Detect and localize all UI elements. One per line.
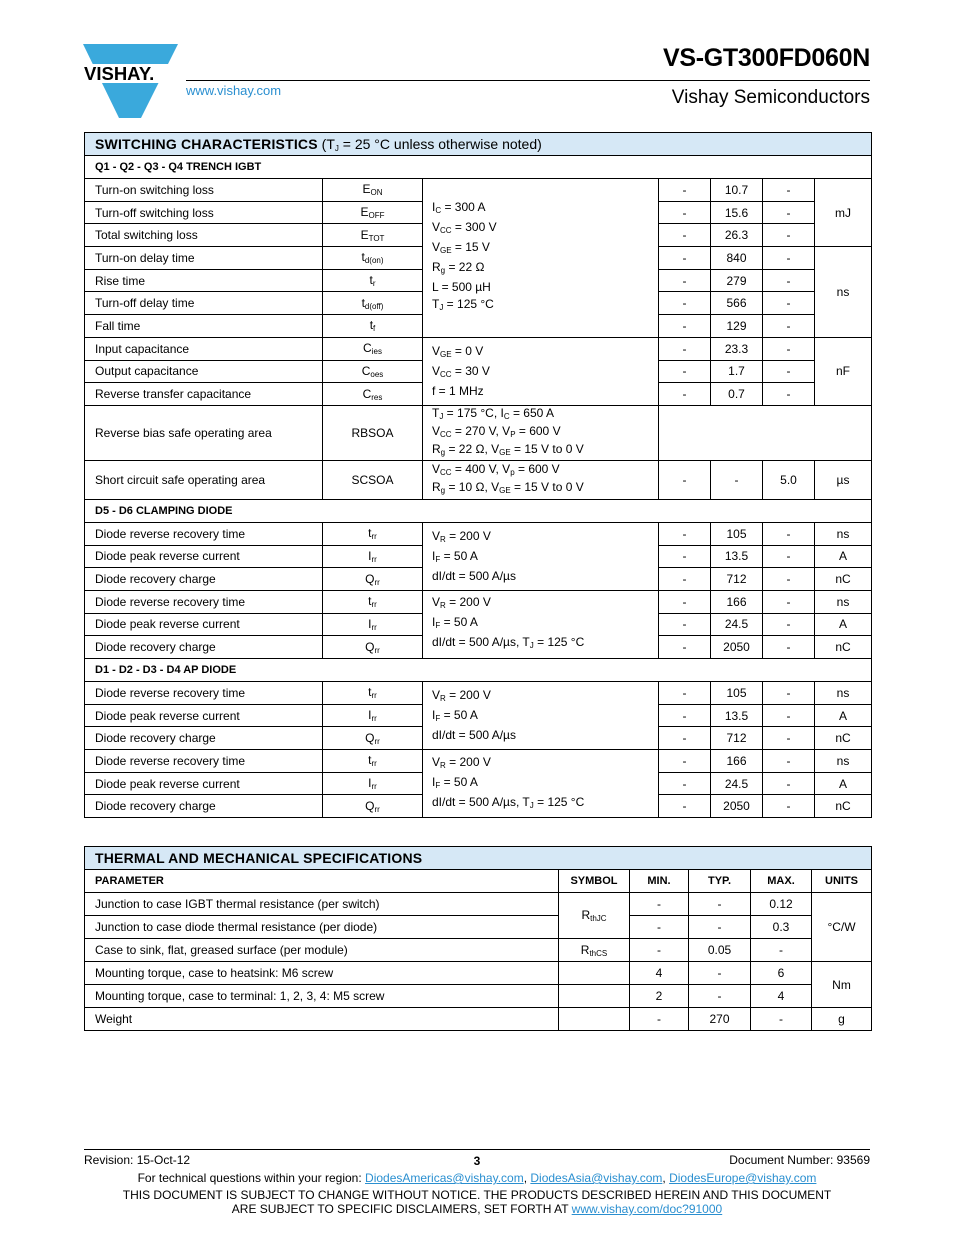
min-value: - bbox=[659, 383, 711, 406]
unit: A bbox=[815, 545, 872, 568]
max-value: - bbox=[763, 315, 815, 338]
typ-value: 270 bbox=[689, 1008, 751, 1031]
max-value: - bbox=[751, 939, 812, 962]
min-value: - bbox=[659, 568, 711, 591]
max-value: - bbox=[763, 750, 815, 773]
param-name: Short circuit safe operating area bbox=[85, 460, 323, 499]
param-name: Diode reverse recovery time bbox=[85, 682, 323, 705]
symbol: $R_{thJC}$ bbox=[559, 893, 630, 939]
symbol: $E_{OFF}$ bbox=[323, 201, 423, 224]
max-value: - bbox=[763, 795, 815, 818]
unit: Nm bbox=[812, 962, 872, 1008]
max-value: 5.0 bbox=[763, 460, 815, 499]
typ-value: 566 bbox=[711, 292, 763, 315]
param-name: Diode recovery charge bbox=[85, 568, 323, 591]
param-name: Diode reverse recovery time bbox=[85, 522, 323, 545]
max-value: - bbox=[763, 590, 815, 613]
rbsoa-values-empty bbox=[659, 405, 872, 460]
unit: µs bbox=[815, 460, 872, 499]
max-value: - bbox=[763, 179, 815, 202]
section-igbt: Q1 - Q2 - Q3 - Q4 TRENCH IGBT bbox=[85, 156, 872, 179]
max-value: 6 bbox=[751, 962, 812, 985]
company-name: Vishay Semiconductors bbox=[671, 87, 870, 108]
min-value: - bbox=[659, 292, 711, 315]
logo-text: VISHAY. bbox=[84, 63, 155, 84]
unit: ns bbox=[815, 682, 872, 705]
param-name: Diode peak reverse current bbox=[85, 704, 323, 727]
symbol: $I_{rr}$ bbox=[323, 772, 423, 795]
symbol: $t_{rr}$ bbox=[323, 750, 423, 773]
param-name: Diode recovery charge bbox=[85, 795, 323, 818]
typ-value: 13.5 bbox=[711, 545, 763, 568]
min-value: - bbox=[659, 522, 711, 545]
max-value: - bbox=[763, 636, 815, 659]
param-name: Diode recovery charge bbox=[85, 636, 323, 659]
unit: nF bbox=[815, 337, 872, 405]
typ-value: 0.05 bbox=[689, 939, 751, 962]
min-value: - bbox=[659, 704, 711, 727]
symbol: $R_{thCS}$ bbox=[559, 939, 630, 962]
min-value: - bbox=[659, 269, 711, 292]
max-value: - bbox=[751, 1008, 812, 1031]
typ-value: 840 bbox=[711, 247, 763, 270]
col-header-units: UNITS bbox=[812, 870, 872, 893]
symbol-empty bbox=[559, 1008, 630, 1031]
min-value: - bbox=[659, 545, 711, 568]
symbol: $Q_{rr}$ bbox=[323, 636, 423, 659]
min-value: - bbox=[659, 682, 711, 705]
symbol-empty bbox=[559, 962, 630, 985]
typ-value: - bbox=[689, 962, 751, 985]
section-clamping-diode: D5 - D6 CLAMPING DIODE bbox=[85, 499, 872, 522]
email-asia-link[interactable]: DiodesAsia@vishay.com bbox=[530, 1171, 663, 1185]
section-ap-diode: D1 - D2 - D3 - D4 AP DIODE bbox=[85, 659, 872, 682]
part-number: VS-GT300FD060N bbox=[663, 44, 870, 72]
unit: ns bbox=[815, 522, 872, 545]
email-americas-link[interactable]: DiodesAmericas@vishay.com bbox=[365, 1171, 524, 1185]
min-value: - bbox=[630, 893, 689, 916]
symbol: $C_{oes}$ bbox=[323, 360, 423, 383]
typ-value: 166 bbox=[711, 590, 763, 613]
symbol: $t_{rr}$ bbox=[323, 522, 423, 545]
col-header-min: MIN. bbox=[630, 870, 689, 893]
col-header-max: MAX. bbox=[751, 870, 812, 893]
min-value: - bbox=[659, 315, 711, 338]
symbol-empty bbox=[559, 985, 630, 1008]
param-name: Rise time bbox=[85, 269, 323, 292]
param-name: Reverse transfer capacitance bbox=[85, 383, 323, 406]
max-value: - bbox=[763, 360, 815, 383]
symbol: SCSOA bbox=[323, 460, 423, 499]
max-value: - bbox=[763, 201, 815, 224]
param-name: Case to sink, flat, greased surface (per module) bbox=[85, 939, 559, 962]
param-name: Output capacitance bbox=[85, 360, 323, 383]
param-name: Mounting torque, case to terminal: 1, 2, 3, 4: M5 screw bbox=[85, 985, 559, 1008]
max-value: 0.12 bbox=[751, 893, 812, 916]
switching-characteristics-table bbox=[84, 132, 872, 818]
unit: mJ bbox=[815, 179, 872, 247]
typ-value: 26.3 bbox=[711, 224, 763, 247]
typ-value: 15.6 bbox=[711, 201, 763, 224]
header-divider bbox=[186, 80, 870, 81]
typ-value: - bbox=[711, 460, 763, 499]
page-number: 3 bbox=[473, 1154, 481, 1168]
max-value: - bbox=[763, 704, 815, 727]
symbol: $t_{d(on)}$ bbox=[323, 247, 423, 270]
typ-value: 105 bbox=[711, 522, 763, 545]
param-name: Junction to case diode thermal resistance (per diode) bbox=[85, 916, 559, 939]
max-value: - bbox=[763, 269, 815, 292]
col-header-typ: TYP. bbox=[689, 870, 751, 893]
max-value: 4 bbox=[751, 985, 812, 1008]
max-value: - bbox=[763, 682, 815, 705]
unit: nC bbox=[815, 795, 872, 818]
max-value: - bbox=[763, 568, 815, 591]
min-value: - bbox=[659, 224, 711, 247]
test-conditions: $V_{CC} = 400$ V, $V_p = 600$ V $R_g = 10$ Ω, $V_{GE} = 15$ V to 0 V bbox=[423, 460, 659, 499]
test-conditions: $I_C = 300$ A $V_{CC} = 300$ V $V_{GE} = 15$ V $R_g = 22$ Ω L = 500 µH $T_J = 125$ °C bbox=[423, 179, 659, 338]
min-value: - bbox=[659, 590, 711, 613]
unit: A bbox=[815, 704, 872, 727]
unit: g bbox=[812, 1008, 872, 1031]
typ-value: 105 bbox=[711, 682, 763, 705]
symbol: $t_{rr}$ bbox=[323, 682, 423, 705]
unit: ns bbox=[815, 247, 872, 338]
typ-value: - bbox=[689, 916, 751, 939]
typ-value: 129 bbox=[711, 315, 763, 338]
thermal-mechanical-table bbox=[84, 846, 872, 1031]
symbol: $Q_{rr}$ bbox=[323, 795, 423, 818]
symbol: $t_{rr}$ bbox=[323, 590, 423, 613]
min-value: - bbox=[659, 750, 711, 773]
max-value: 0.3 bbox=[751, 916, 812, 939]
max-value: - bbox=[763, 545, 815, 568]
typ-value: 24.5 bbox=[711, 772, 763, 795]
param-name: Fall time bbox=[85, 315, 323, 338]
symbol: $I_{rr}$ bbox=[323, 704, 423, 727]
typ-value: 2050 bbox=[711, 795, 763, 818]
col-header-symbol: SYMBOL bbox=[559, 870, 630, 893]
max-value: - bbox=[763, 727, 815, 750]
param-name: Diode reverse recovery time bbox=[85, 590, 323, 613]
unit: A bbox=[815, 772, 872, 795]
min-value: - bbox=[659, 613, 711, 636]
typ-value: 0.7 bbox=[711, 383, 763, 406]
typ-value: - bbox=[689, 893, 751, 916]
typ-value: 10.7 bbox=[711, 179, 763, 202]
max-value: - bbox=[763, 337, 815, 360]
typ-value: 1.7 bbox=[711, 360, 763, 383]
website-link[interactable]: www.vishay.com bbox=[186, 83, 282, 98]
max-value: - bbox=[763, 224, 815, 247]
symbol: $E_{TOT}$ bbox=[323, 224, 423, 247]
unit: ns bbox=[815, 750, 872, 773]
typ-value: 279 bbox=[711, 269, 763, 292]
typ-value: 23.3 bbox=[711, 337, 763, 360]
symbol: $C_{ies}$ bbox=[323, 337, 423, 360]
param-name: Turn-off delay time bbox=[85, 292, 323, 315]
symbol: $Q_{rr}$ bbox=[323, 727, 423, 750]
unit: ns bbox=[815, 590, 872, 613]
max-value: - bbox=[763, 772, 815, 795]
symbol: $Q_{rr}$ bbox=[323, 568, 423, 591]
min-value: 4 bbox=[630, 962, 689, 985]
test-conditions: $V_R = 200$ V $I_F = 50$ A dI/dt = 500 A/µs, $T_J = 125$ °C bbox=[423, 750, 659, 818]
revision: Revision: 15-Oct-12 bbox=[84, 1153, 191, 1167]
footer-divider bbox=[84, 1149, 870, 1150]
param-name: Turn-off switching loss bbox=[85, 201, 323, 224]
min-value: - bbox=[659, 247, 711, 270]
min-value: - bbox=[630, 916, 689, 939]
test-conditions: $V_R = 200$ V $I_F = 50$ A dI/dt = 500 A/µs bbox=[423, 522, 659, 590]
min-value: 2 bbox=[630, 985, 689, 1008]
symbol: $E_{ON}$ bbox=[323, 179, 423, 202]
param-name: Mounting torque, case to heatsink: M6 screw bbox=[85, 962, 559, 985]
param-name: Diode peak reverse current bbox=[85, 613, 323, 636]
max-value: - bbox=[763, 613, 815, 636]
thermal-title: THERMAL AND MECHANICAL SPECIFICATIONS bbox=[85, 847, 872, 870]
param-name: Reverse bias safe operating area bbox=[85, 405, 323, 460]
param-name: Diode peak reverse current bbox=[85, 772, 323, 795]
param-name: Diode peak reverse current bbox=[85, 545, 323, 568]
typ-value: - bbox=[689, 985, 751, 1008]
min-value: - bbox=[659, 636, 711, 659]
disclaimer-link[interactable]: www.vishay.com/doc?91000 bbox=[571, 1202, 723, 1216]
param-name: Turn-on switching loss bbox=[85, 179, 323, 202]
symbol: $t_{d(off)}$ bbox=[323, 292, 423, 315]
vishay-logo bbox=[83, 44, 178, 118]
min-value: - bbox=[659, 460, 711, 499]
min-value: - bbox=[659, 727, 711, 750]
test-conditions: $V_{GE} = 0$ V $V_{CC} = 30$ V f = 1 MHz bbox=[423, 337, 659, 405]
symbol: $t_f$ bbox=[323, 315, 423, 338]
unit: nC bbox=[815, 568, 872, 591]
min-value: - bbox=[630, 939, 689, 962]
param-name: Input capacitance bbox=[85, 337, 323, 360]
unit: nC bbox=[815, 636, 872, 659]
param-name: Turn-on delay time bbox=[85, 247, 323, 270]
min-value: - bbox=[630, 1008, 689, 1031]
param-name: Total switching loss bbox=[85, 224, 323, 247]
typ-value: 712 bbox=[711, 568, 763, 591]
test-conditions: $T_J = 175$ °C, $I_C = 650$ A $V_{CC} = 270$ V, $V_P = 600$ V $R_g = 22$ Ω, $V_{GE} = 15$ V to 0 V bbox=[423, 405, 659, 460]
max-value: - bbox=[763, 522, 815, 545]
max-value: - bbox=[763, 292, 815, 315]
min-value: - bbox=[659, 772, 711, 795]
min-value: - bbox=[659, 201, 711, 224]
symbol: $I_{rr}$ bbox=[323, 545, 423, 568]
symbol: RBSOA bbox=[323, 405, 423, 460]
col-header-parameter: PARAMETER bbox=[85, 870, 559, 893]
test-conditions: $V_R = 200$ V $I_F = 50$ A dI/dt = 500 A/µs bbox=[423, 682, 659, 750]
symbol: $I_{rr}$ bbox=[323, 613, 423, 636]
symbol: $C_{res}$ bbox=[323, 383, 423, 406]
switching-title: SWITCHING CHARACTERISTICS ($T_J = 25$ °C unless otherwise noted) bbox=[85, 133, 872, 156]
typ-value: 13.5 bbox=[711, 704, 763, 727]
contact-line: For technical questions within your region: DiodesAmericas@vishay.com, DiodesAsia@vishay.com, DiodesEurope@vishay.com bbox=[137, 1171, 817, 1185]
min-value: - bbox=[659, 337, 711, 360]
unit: A bbox=[815, 613, 872, 636]
typ-value: 2050 bbox=[711, 636, 763, 659]
unit: °C/W bbox=[812, 893, 872, 962]
min-value: - bbox=[659, 179, 711, 202]
symbol: $t_r$ bbox=[323, 269, 423, 292]
max-value: - bbox=[763, 247, 815, 270]
param-name: Diode reverse recovery time bbox=[85, 750, 323, 773]
test-conditions: $V_R = 200$ V $I_F = 50$ A dI/dt = 500 A/µs, $T_J = 125$ °C bbox=[423, 590, 659, 658]
min-value: - bbox=[659, 360, 711, 383]
unit: nC bbox=[815, 727, 872, 750]
typ-value: 712 bbox=[711, 727, 763, 750]
disclaimer: THIS DOCUMENT IS SUBJECT TO CHANGE WITHOUT NOTICE. THE PRODUCTS DESCRIBED HEREIN AND THIS DOCUMENT ARE SUBJECT TO SPECIFIC DISCLAIMERS, SET FORTH AT www.vishay.com/doc?91000 bbox=[122, 1188, 832, 1216]
document-number: Document Number: 93569 bbox=[729, 1153, 870, 1167]
typ-value: 24.5 bbox=[711, 613, 763, 636]
min-value: - bbox=[659, 795, 711, 818]
typ-value: 166 bbox=[711, 750, 763, 773]
param-name: Weight bbox=[85, 1008, 559, 1031]
param-name: Junction to case IGBT thermal resistance (per switch) bbox=[85, 893, 559, 916]
max-value: - bbox=[763, 383, 815, 406]
email-europe-link[interactable]: DiodesEurope@vishay.com bbox=[669, 1171, 817, 1185]
param-name: Diode recovery charge bbox=[85, 727, 323, 750]
